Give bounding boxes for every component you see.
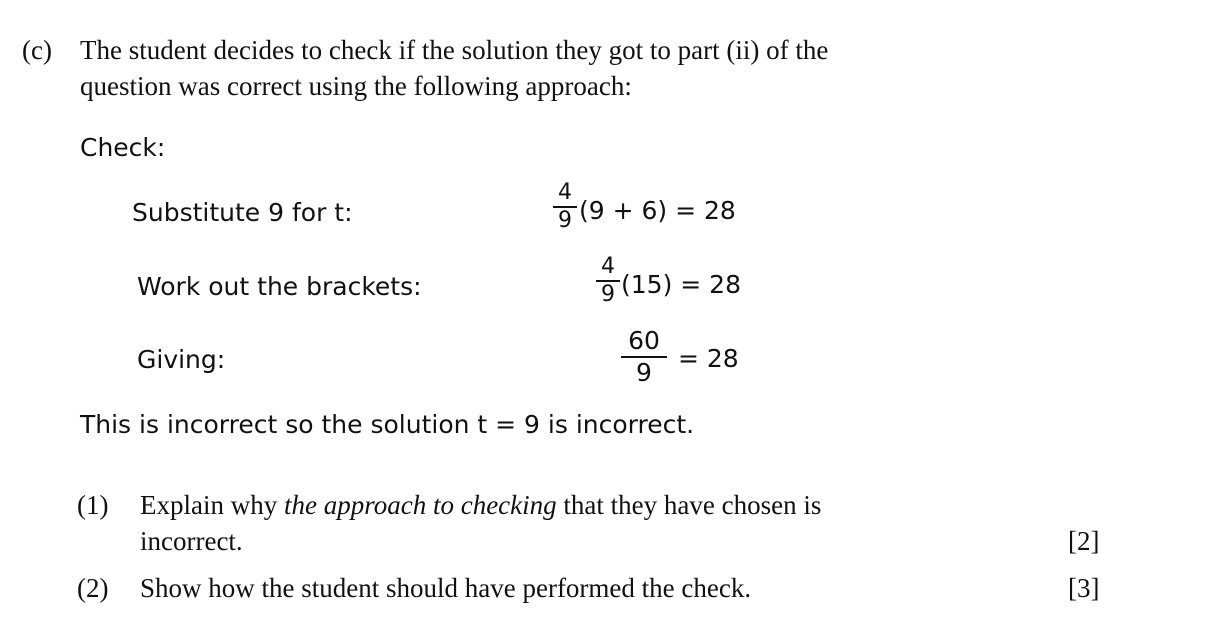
question-1-text-line-2: incorrect.	[140, 526, 243, 556]
fraction-denominator: 9	[601, 282, 615, 307]
fraction-denominator: 9	[636, 358, 652, 387]
question-1-text-line-1	[140, 487, 821, 523]
fraction-denominator: 9	[558, 208, 572, 233]
step-label-brackets: Work out the brackets:	[137, 272, 422, 301]
fraction-numerator: 4	[601, 254, 615, 279]
question-1-marks: [2]	[1068, 526, 1100, 556]
check-heading: Check:	[80, 133, 166, 162]
step-3-expression: = 28	[678, 344, 739, 373]
part-label: (c)	[22, 35, 52, 65]
question-2-number: (2)	[77, 573, 109, 603]
fraction-numerator: 4	[558, 180, 572, 205]
step-label-substitute: Substitute 9 for t:	[132, 198, 353, 227]
step-label-giving: Giving:	[137, 345, 226, 374]
intro-text-line-1: The student decides to check if the solution they got to part (ii) of the	[80, 35, 829, 65]
fraction-numerator: 60	[628, 326, 660, 355]
step-2-fraction	[596, 256, 620, 306]
question-1-text-start: Explain why	[140, 490, 284, 520]
question-1-text-end: that they have chosen is	[556, 490, 822, 520]
step-1-fraction	[553, 182, 577, 232]
step-2-expression: (15) = 28	[621, 270, 741, 299]
question-1-emphasis: the approach to checking	[283, 490, 557, 520]
step-3-fraction	[621, 328, 667, 386]
intro-text-line-2: question was correct using the following approach:	[80, 71, 632, 101]
question-2-marks: [3]	[1068, 573, 1100, 603]
step-1-expression: (9 + 6) = 28	[579, 196, 736, 225]
check-conclusion: This is incorrect so the solution t = 9 is incorrect.	[80, 410, 695, 439]
question-2-text: Show how the student should have performed the check.	[140, 573, 752, 603]
question-1-number: (1)	[77, 490, 109, 520]
